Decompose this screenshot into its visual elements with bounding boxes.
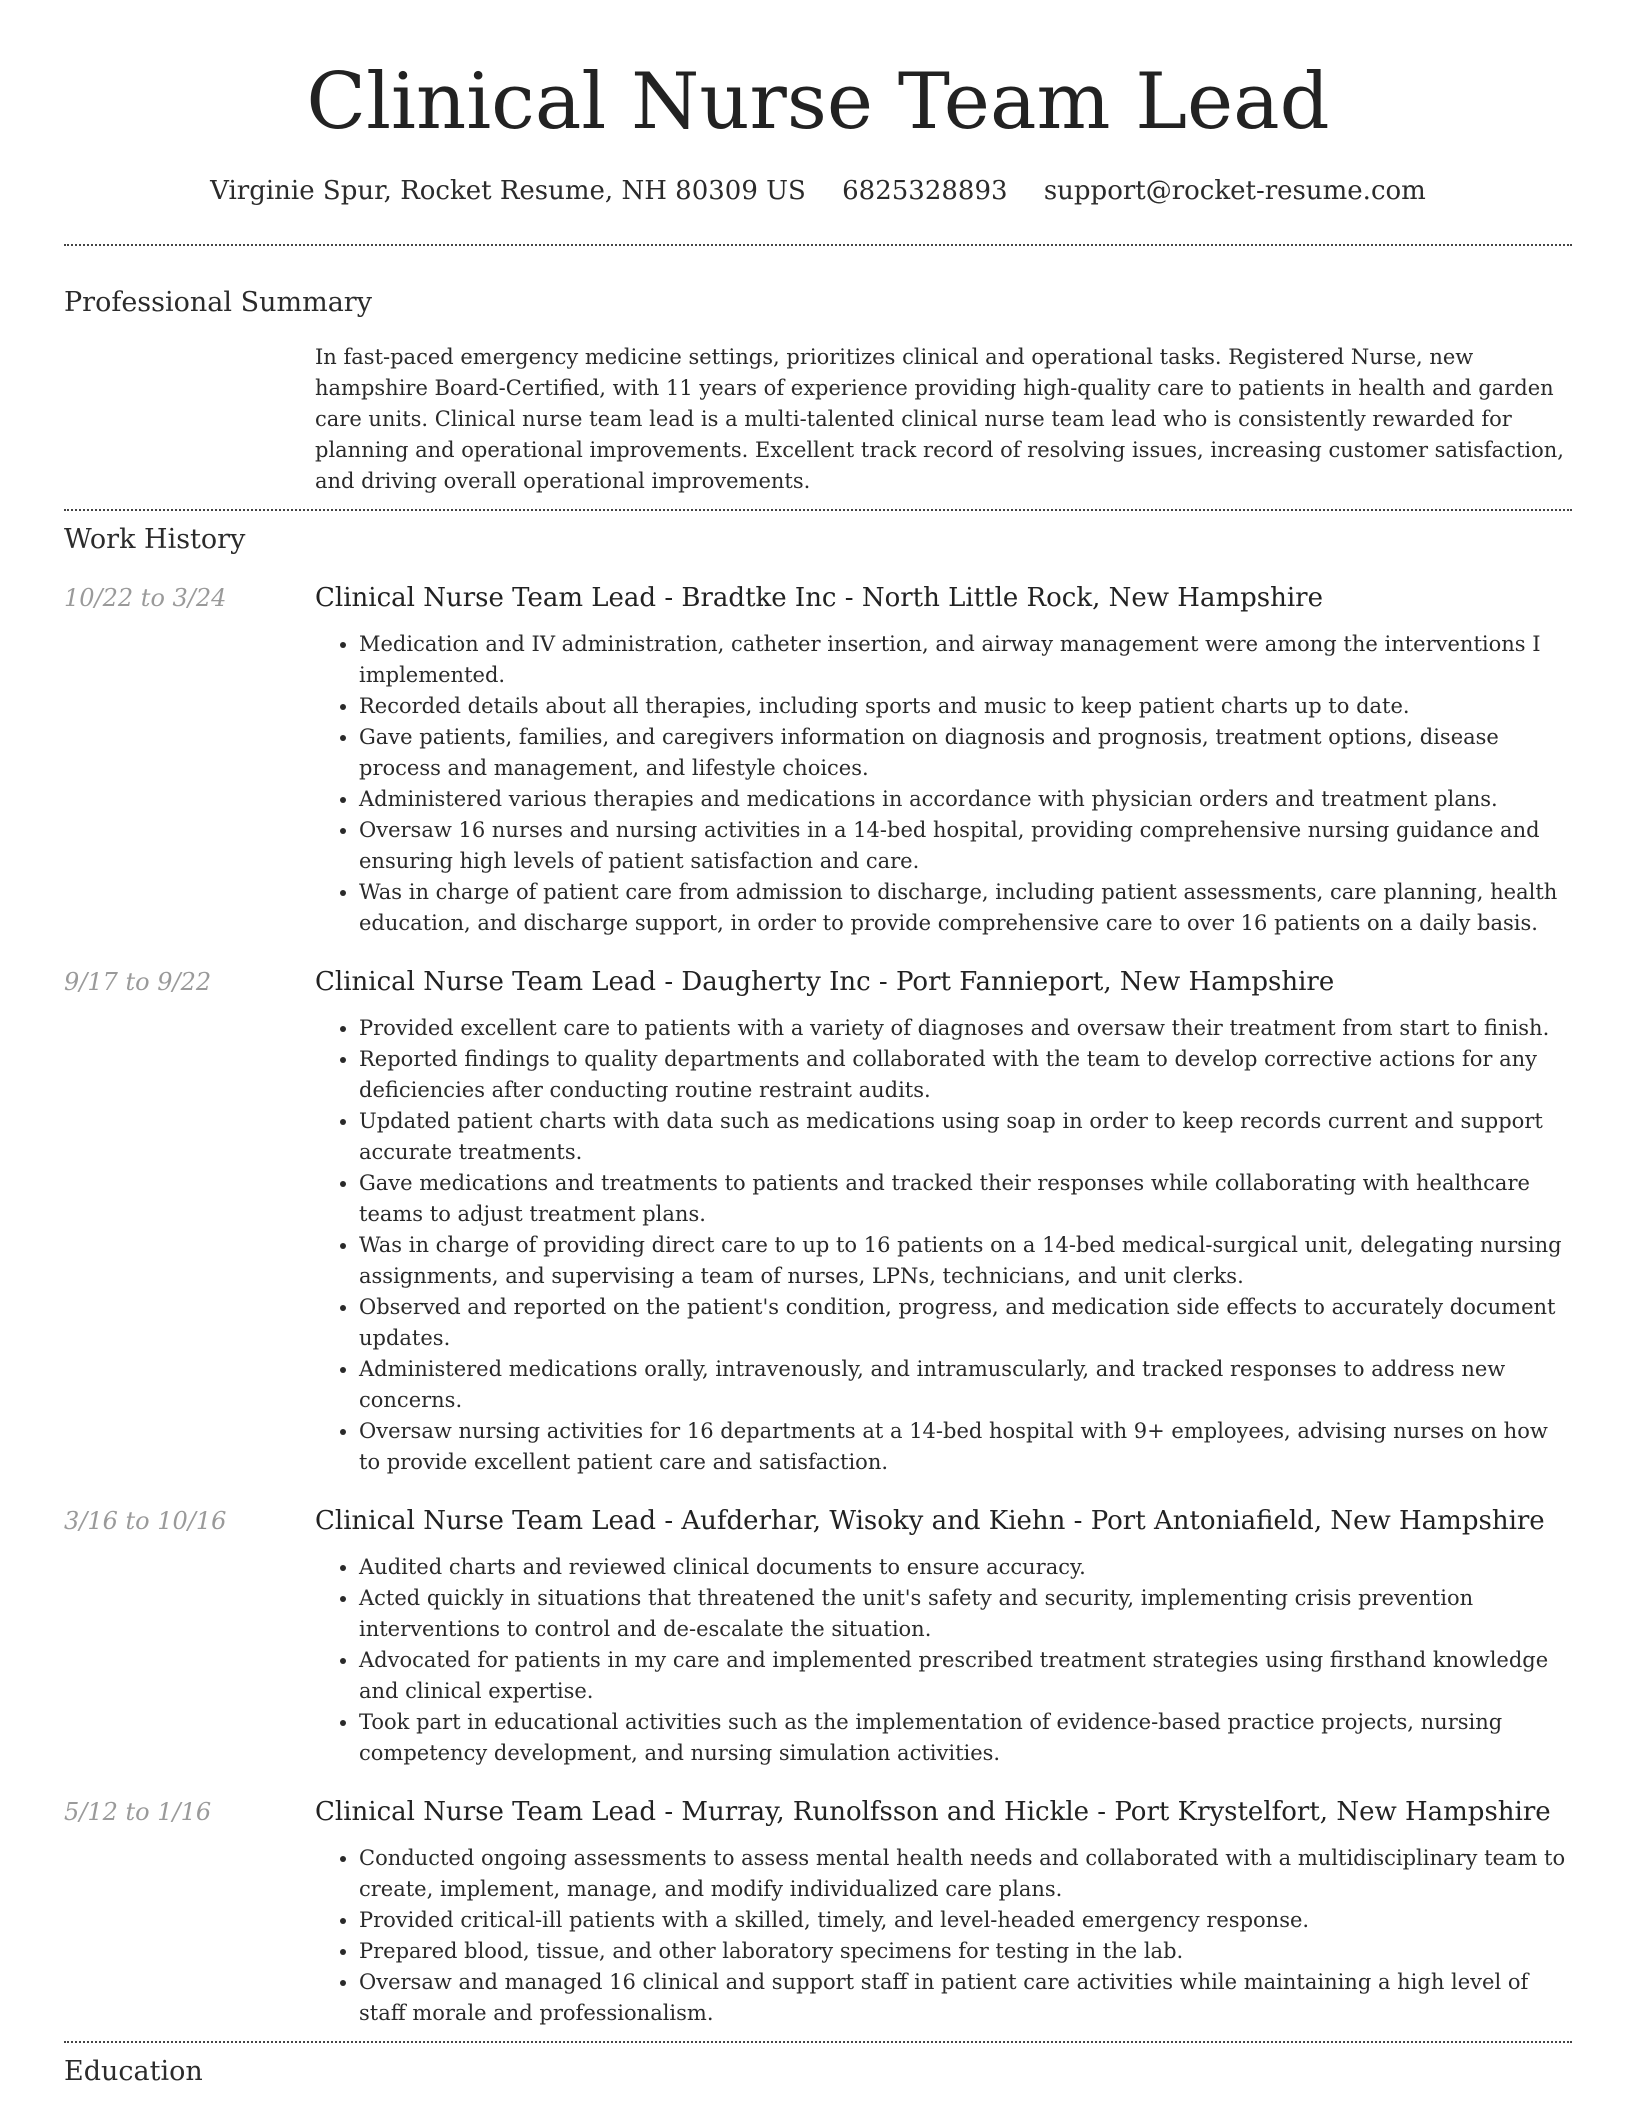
education-title: Education — [64, 2056, 203, 2087]
job-bullets — [315, 1013, 1572, 1478]
job-body — [315, 965, 1572, 1478]
job-bullet: • Reported findings to quality departments and collaborated with the team to develop corrective actions for any deficiencies after conducting routine restraint audits. — [359, 1044, 1572, 1106]
job-bullet: • Administered medications orally, intravenously, and intramuscularly, and tracked responses to address new concerns. — [359, 1354, 1572, 1416]
job-title: Clinical Nurse Team Lead - Daugherty Inc - Port Fannieport, New Hampshire — [315, 967, 1335, 997]
job-bullet: • Conducted ongoing assessments to assess mental health needs and collaborated with a multidisciplinary team to create, implement, manage, and modify individualized care plans. — [359, 1843, 1572, 1905]
job-bullet: • Was in charge of patient care from admission to discharge, including patient assessments, care planning, health education, and discharge support, in order to provide comprehensive care to over 16 patients on a daily basis. — [359, 877, 1572, 939]
job-entry-3 — [64, 1504, 1572, 1769]
job-bullet: • Administered various therapies and medications in accordance with physician orders and treatment plans. — [359, 784, 1572, 815]
job-bullet: • Updated patient charts with data such as medications using soap in order to keep records current and support accurate treatments. — [359, 1106, 1572, 1168]
job-bullet: • Gave medications and treatments to patients and tracked their responses while collaborating with healthcare teams to adjust treatment plans. — [359, 1168, 1572, 1230]
job-title: Clinical Nurse Team Lead - Murray, Runolfsson and Hickle - Port Krystelfort, New Hampshire — [315, 1797, 1551, 1827]
summary-title: Professional Summary — [64, 287, 372, 318]
job-entry-2 — [64, 965, 1572, 1478]
job-body — [315, 581, 1572, 939]
job-bullet: • Provided excellent care to patients with a variety of diagnoses and oversaw their treatment from start to finish. — [359, 1013, 1572, 1044]
job-date: 5/12 to 1/16 — [64, 1798, 212, 1826]
job-bullet: • Oversaw nursing activities for 16 departments at a 14-bed hospital with 9+ employees, advising nurses on how to provide excellent patient care and satisfaction. — [359, 1416, 1572, 1478]
job-entry-1 — [64, 581, 1572, 939]
divider-work — [64, 2041, 1572, 2043]
job-date: 3/16 to 10/16 — [64, 1507, 227, 1535]
contact-phone: 6825328893 — [842, 176, 1008, 206]
job-title: Clinical Nurse Team Lead - Aufderhar, Wisoky and Kiehn - Port Antoniafield, New Hampshire — [315, 1506, 1545, 1536]
job-bullet: • Was in charge of providing direct care to up to 16 patients on a 14-bed medical-surgical unit, delegating nursing assignments, and supervising a team of nurses, LPNs, technicians, and unit clerks. — [359, 1230, 1572, 1292]
contact-address: Virginie Spur, Rocket Resume, NH 80309 US — [210, 176, 806, 206]
job-body — [315, 1504, 1572, 1769]
job-bullets — [315, 1552, 1572, 1769]
job-bullet: • Observed and reported on the patient's condition, progress, and medication side effects to accurately document updates. — [359, 1292, 1572, 1354]
job-date: 9/17 to 9/22 — [64, 968, 212, 996]
job-bullet: • Audited charts and reviewed clinical documents to ensure accuracy. — [359, 1552, 1572, 1583]
job-bullet: • Provided critical-ill patients with a skilled, timely, and level-headed emergency response. — [359, 1905, 1572, 1936]
divider-header — [64, 244, 1572, 246]
job-body — [315, 1795, 1572, 2029]
job-bullet: • Recorded details about all therapies, including sports and music to keep patient charts up to date. — [359, 691, 1572, 722]
job-bullet: • Advocated for patients in my care and implemented prescribed treatment strategies using firsthand knowledge and clinical expertise. — [359, 1645, 1572, 1707]
job-title: Clinical Nurse Team Lead - Bradtke Inc - North Little Rock, New Hampshire — [315, 583, 1323, 613]
divider-summary — [64, 509, 1572, 511]
job-entry-4 — [64, 1795, 1572, 2029]
job-bullet: • Gave patients, families, and caregivers information on diagnosis and prognosis, treatment options, disease process and management, and lifestyle choices. — [359, 722, 1572, 784]
job-bullet: • Acted quickly in situations that threatened the unit's safety and security, implementing crisis prevention interventions to control and de-escalate the situation. — [359, 1583, 1572, 1645]
job-bullet: • Prepared blood, tissue, and other laboratory specimens for testing in the lab. — [359, 1936, 1572, 1967]
contact-email: support@rocket-resume.com — [1043, 176, 1426, 206]
job-bullet: • Took part in educational activities such as the implementation of evidence-based practice projects, nursing competency development, and nursing simulation activities. — [359, 1707, 1572, 1769]
job-bullet: • Medication and IV administration, catheter insertion, and airway management were among the interventions I implemented. — [359, 629, 1572, 691]
resume-page — [64, 0, 1572, 2089]
job-bullet: • Oversaw 16 nurses and nursing activities in a 14-bed hospital, providing comprehensive nursing guidance and ensuring high levels of patient satisfaction and care. — [359, 815, 1572, 877]
resume-name: Clinical Nurse Team Lead — [306, 57, 1330, 147]
job-bullets — [315, 1843, 1572, 2029]
job-bullet: • Oversaw and managed 16 clinical and support staff in patient care activities while maintaining a high level of staff morale and professionalism. — [359, 1967, 1572, 2029]
work-history-title: Work History — [64, 524, 246, 555]
job-date: 10/22 to 3/24 — [64, 584, 227, 612]
summary-text: In fast-paced emergency medicine settings, prioritizes clinical and operational tasks. Registered Nurse, new hampshire Board-Certified, with 11 years of experience providing high-quality care to patients in health and garden care units. Clinical nurse team lead is a multi-talented clinical nurse team lead who is consistently rewarded for planning and operational improvements. Excellent track record of resolving issues, increasing customer satisfaction, and driving overall operational improvements. — [315, 345, 1564, 493]
contact-line — [64, 174, 1572, 208]
job-bullets — [315, 629, 1572, 939]
